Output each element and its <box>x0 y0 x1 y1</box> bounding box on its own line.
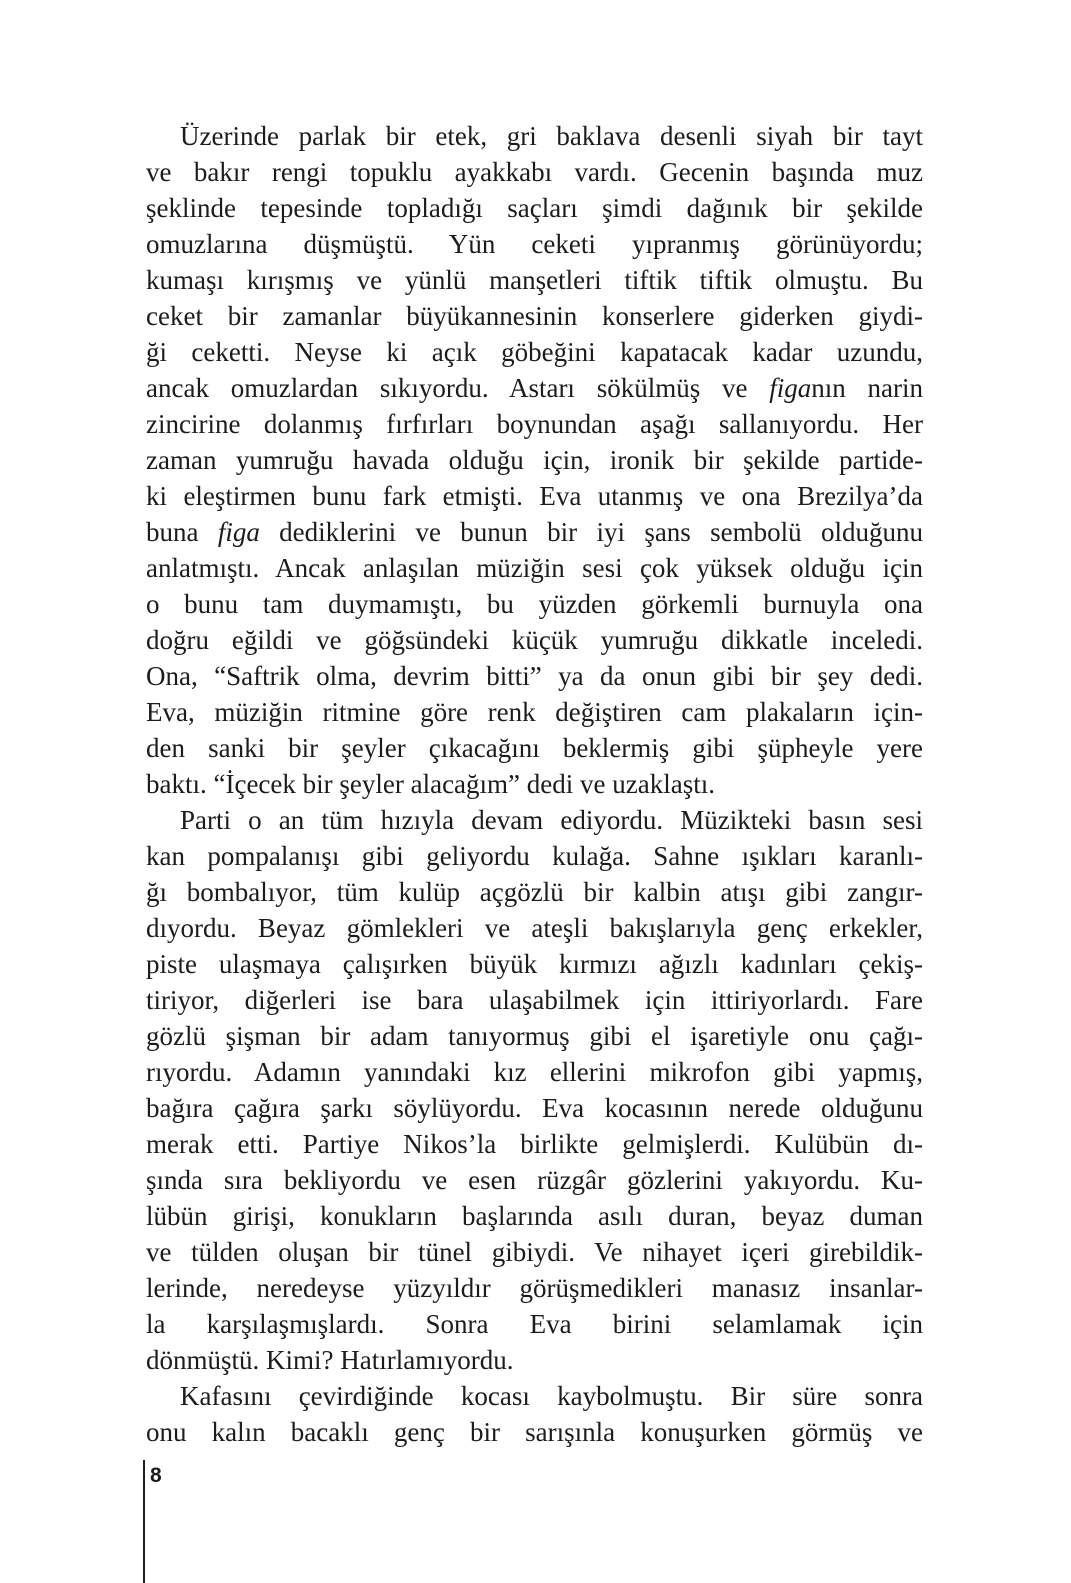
text-line: Ona, “Saftrik olma, devrim bitti” ya da onun gibi bir şey dedi. <box>146 661 923 691</box>
paragraph-1 <box>146 118 923 802</box>
text-line: kumaşı kırışmış ve yünlü manşetleri tiftik tiftik olmuştu. Bu <box>146 265 923 295</box>
text-line: omuzlarına düşmüştü. Yün ceketi yıpranmış görünüyordu; <box>146 229 923 259</box>
text-line: ve tülden oluşan bir tünel gibiydi. Ve nihayet içeri girebildik- <box>146 1237 923 1267</box>
text-line: onu kalın bacaklı genç bir sarışınla konuşurken görmüş ve <box>146 1417 923 1447</box>
text-line: zaman yumruğu havada olduğu için, ironik bir şekilde partide- <box>146 445 923 475</box>
text-line: bağıra çağıra şarkı söylüyordu. Eva kocasının nerede olduğunu <box>146 1093 923 1123</box>
text-line: den sanki bir şeyler çıkacağını beklermiş gibi şüpheyle yere <box>146 733 923 763</box>
text-segment: dediklerini ve bunun bir iyi şans sembolü olduğunu <box>259 517 923 547</box>
text-line: lerinde, neredeyse yüzyıldır görüşmedikleri manasız insanlar- <box>146 1273 923 1303</box>
text-line: Parti o an tüm hızıyla devam ediyordu. Müzikteki basın sesi <box>180 805 923 835</box>
page-number: 8 <box>150 1464 162 1487</box>
text-line: ğı bombalıyor, tüm kulüp açgözlü bir kalbin atışı gibi zangır- <box>146 877 923 907</box>
text-line: lübün girişi, konukların başlarında asılı duran, beyaz duman <box>146 1201 923 1231</box>
text-segment: nın narin <box>811 373 923 403</box>
paragraph-2 <box>146 802 923 1378</box>
text-line: ği ceketti. Neyse ki açık göbeğini kapatacak kadar uzundu, <box>146 337 923 367</box>
paragraph-3 <box>146 1378 923 1450</box>
text-line: ve bakır rengi topuklu ayakkabı vardı. Gecenin başında muz <box>146 157 923 187</box>
text-line: şeklinde tepesinde topladığı saçları şimdi dağınık bir şekilde <box>146 193 923 223</box>
text-line: tiriyor, diğerleri ise bara ulaşabilmek için ittiriyorlardı. Fare <box>146 985 923 1015</box>
text-line: anlatmıştı. Ancak anlaşılan müziğin sesi çok yüksek olduğu için <box>146 553 923 583</box>
text-segment: buna <box>146 517 218 547</box>
text-line: Kafasını çevirdiğinde kocası kaybolmuştu. Bir süre sonra <box>180 1381 923 1411</box>
page-margin-rule <box>143 1460 145 1583</box>
text-segment: ancak omuzlardan sıkıyordu. Astarı sökülmüş ve <box>146 373 770 403</box>
text-line: kan pompalanışı gibi geliyordu kulağa. Sahne ışıkları karanlı- <box>146 841 923 871</box>
text-line <box>146 370 923 406</box>
text-line: Üzerinde parlak bir etek, gri baklava desenli siyah bir tayt <box>180 121 923 151</box>
text-line: ki eleştirmen bunu fark etmişti. Eva utanmış ve ona Brezilya’da <box>146 481 923 511</box>
text-line: piste ulaşmaya çalışırken büyük kırmızı ağızlı kadınları çekiş- <box>146 949 923 979</box>
text-line <box>146 514 923 550</box>
text-line: baktı. “İçecek bir şeyler alacağım” dedi ve uzaklaştı. <box>146 769 715 799</box>
text-line: gözlü şişman bir adam tanıyormuş gibi el işaretiyle onu çağı- <box>146 1021 923 1051</box>
text-line: rıyordu. Adamın yanındaki kız ellerini mikrofon gibi yapmış, <box>146 1057 923 1087</box>
text-line: o bunu tam duymamıştı, bu yüzden görkemli burnuyla ona <box>146 589 923 619</box>
text-line: şında sıra bekliyordu ve esen rüzgâr gözlerini yakıyordu. Ku- <box>146 1165 923 1195</box>
text-line: zincirine dolanmış fırfırları boynundan aşağı sallanıyordu. Her <box>146 409 923 439</box>
text-line: Eva, müziğin ritmine göre renk değiştiren cam plakaların için- <box>146 697 923 727</box>
text-line: merak etti. Partiye Nikos’la birlikte gelmişlerdi. Kulübün dı- <box>146 1129 923 1159</box>
body-text <box>146 118 923 1450</box>
text-line: doğru eğildi ve göğsündeki küçük yumruğu dikkatle inceledi. <box>146 625 923 655</box>
text-line: la karşılaşmışlardı. Sonra Eva birini selamlamak için <box>146 1309 923 1339</box>
text-line: dönmüştü. Kimi? Hatırlamıyordu. <box>146 1345 514 1375</box>
italic-word: figa <box>217 517 260 547</box>
italic-word: figa <box>769 373 812 403</box>
text-line: ceket bir zamanlar büyükannesinin konserlere giderken giydi- <box>146 301 923 331</box>
text-line: dıyordu. Beyaz gömlekleri ve ateşli bakışlarıyla genç erkekler, <box>146 913 923 943</box>
